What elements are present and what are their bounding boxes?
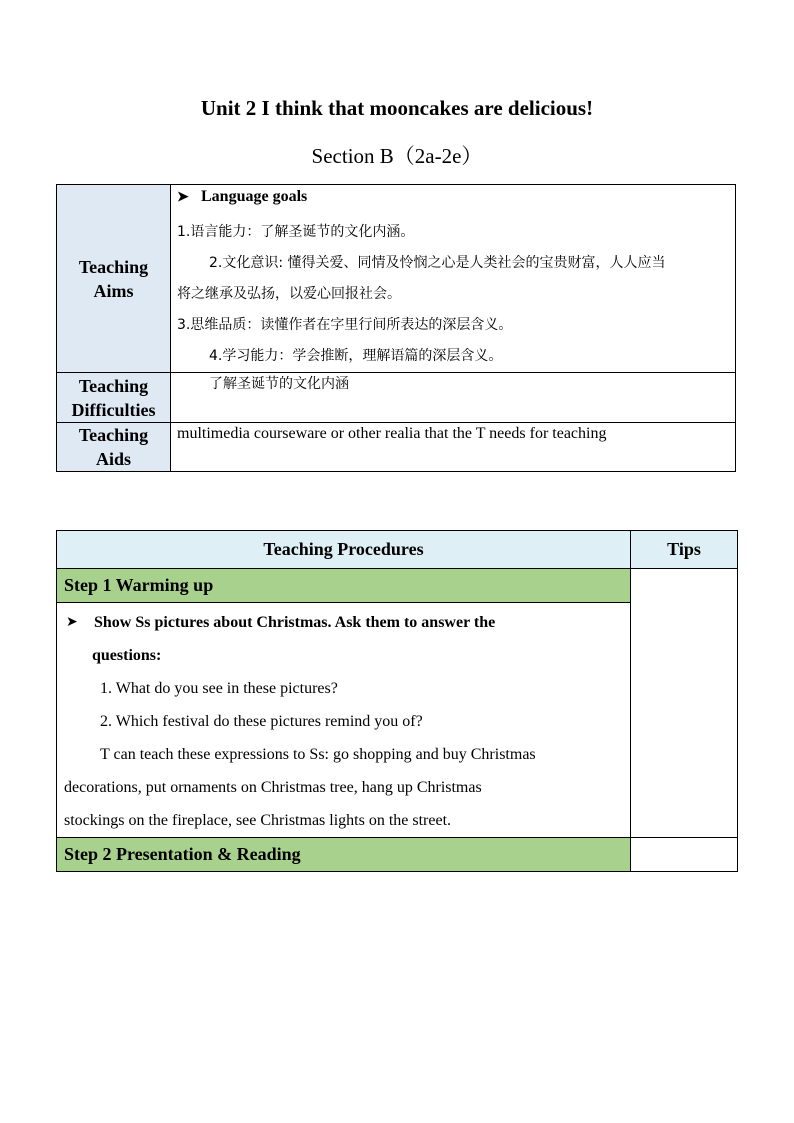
aims-row bbox=[57, 185, 736, 373]
teaching-difficulties-content bbox=[171, 373, 736, 423]
step1-bullet-line1: Show Ss pictures about Christmas. Ask them to answer the bbox=[94, 614, 496, 631]
teaching-aims-content bbox=[171, 185, 736, 373]
teaching-aids-text: multimedia courseware or other realia that the T needs for teaching bbox=[177, 425, 607, 442]
aim-line-3: 将之继承及弘扬，以爱心回报社会。 bbox=[177, 286, 401, 302]
step1-teacher-line1: T can teach these expressions to Ss: go shopping and buy Christmas bbox=[100, 746, 536, 763]
teaching-aids-label-line1: Teaching bbox=[78, 425, 149, 445]
step1-bullet-line2: questions: bbox=[92, 647, 162, 664]
step1-bullet bbox=[64, 606, 622, 639]
teaching-aims-table bbox=[56, 184, 736, 472]
step1-question-1: 1. What do you see in these pictures? bbox=[100, 680, 338, 697]
teaching-aids-label bbox=[57, 423, 171, 472]
teaching-difficulties-text: 了解圣诞节的文化内涵 bbox=[209, 376, 349, 392]
teaching-aims-label bbox=[57, 185, 171, 373]
step1-question-2: 2. Which festival do these pictures remind you of? bbox=[100, 713, 423, 730]
language-goals-text: Language goals bbox=[201, 188, 308, 205]
step1-tips-cell bbox=[631, 569, 738, 838]
teaching-difficulties-label-line1: Teaching bbox=[78, 375, 149, 396]
teaching-aims-label-line1: Teaching bbox=[78, 256, 149, 277]
language-goals-heading bbox=[171, 185, 735, 217]
arrow-bullet-icon: ➤ bbox=[177, 190, 189, 205]
teaching-difficulties-label bbox=[57, 373, 171, 423]
difficulties-row bbox=[57, 373, 736, 423]
step1-teacher-line3: stockings on the fireplace, see Christmas lights on the street. bbox=[64, 812, 452, 829]
step1-body bbox=[57, 603, 631, 838]
aids-row bbox=[57, 423, 736, 472]
document-title: Unit 2 I think that mooncakes are delicious! bbox=[200, 96, 594, 120]
step1-title: Step 1 Warming up bbox=[57, 569, 631, 603]
teaching-aims-label-line2: Aims bbox=[93, 280, 134, 301]
teaching-aids-content bbox=[171, 423, 736, 472]
teaching-difficulties-label-line2: Difficulties bbox=[71, 399, 156, 420]
document-subtitle: Section B（2a-2e） bbox=[311, 144, 483, 168]
procedures-header: Teaching Procedures bbox=[57, 531, 631, 569]
aim-line-1: 1.语言能力：了解圣诞节的文化内涵。 bbox=[177, 224, 415, 240]
aim-line-5: 4.学习能力：学会推断，理解语篇的深层含义。 bbox=[209, 348, 503, 364]
teaching-aids-label-line2: Aids bbox=[95, 449, 131, 469]
procedures-header-row bbox=[57, 531, 738, 569]
aim-line-4: 3.思维品质：读懂作者在字里行间所表达的深层含义。 bbox=[177, 317, 513, 333]
step1-teacher-line2: decorations, put ornaments on Christmas tree, hang up Christmas bbox=[64, 779, 482, 796]
aim-line-2: 2.文化意识: 懂得关爱、同情及怜悯之心是人类社会的宝贵财富，人人应当 bbox=[209, 255, 666, 271]
step2-tips-cell bbox=[631, 838, 738, 872]
step2-title-row bbox=[57, 838, 738, 872]
tips-header: Tips bbox=[631, 531, 738, 569]
step1-title-row bbox=[57, 569, 738, 603]
arrow-bullet-icon: ➤ bbox=[66, 615, 78, 630]
step2-title: Step 2 Presentation & Reading bbox=[57, 838, 631, 872]
teaching-procedures-table bbox=[56, 530, 738, 872]
